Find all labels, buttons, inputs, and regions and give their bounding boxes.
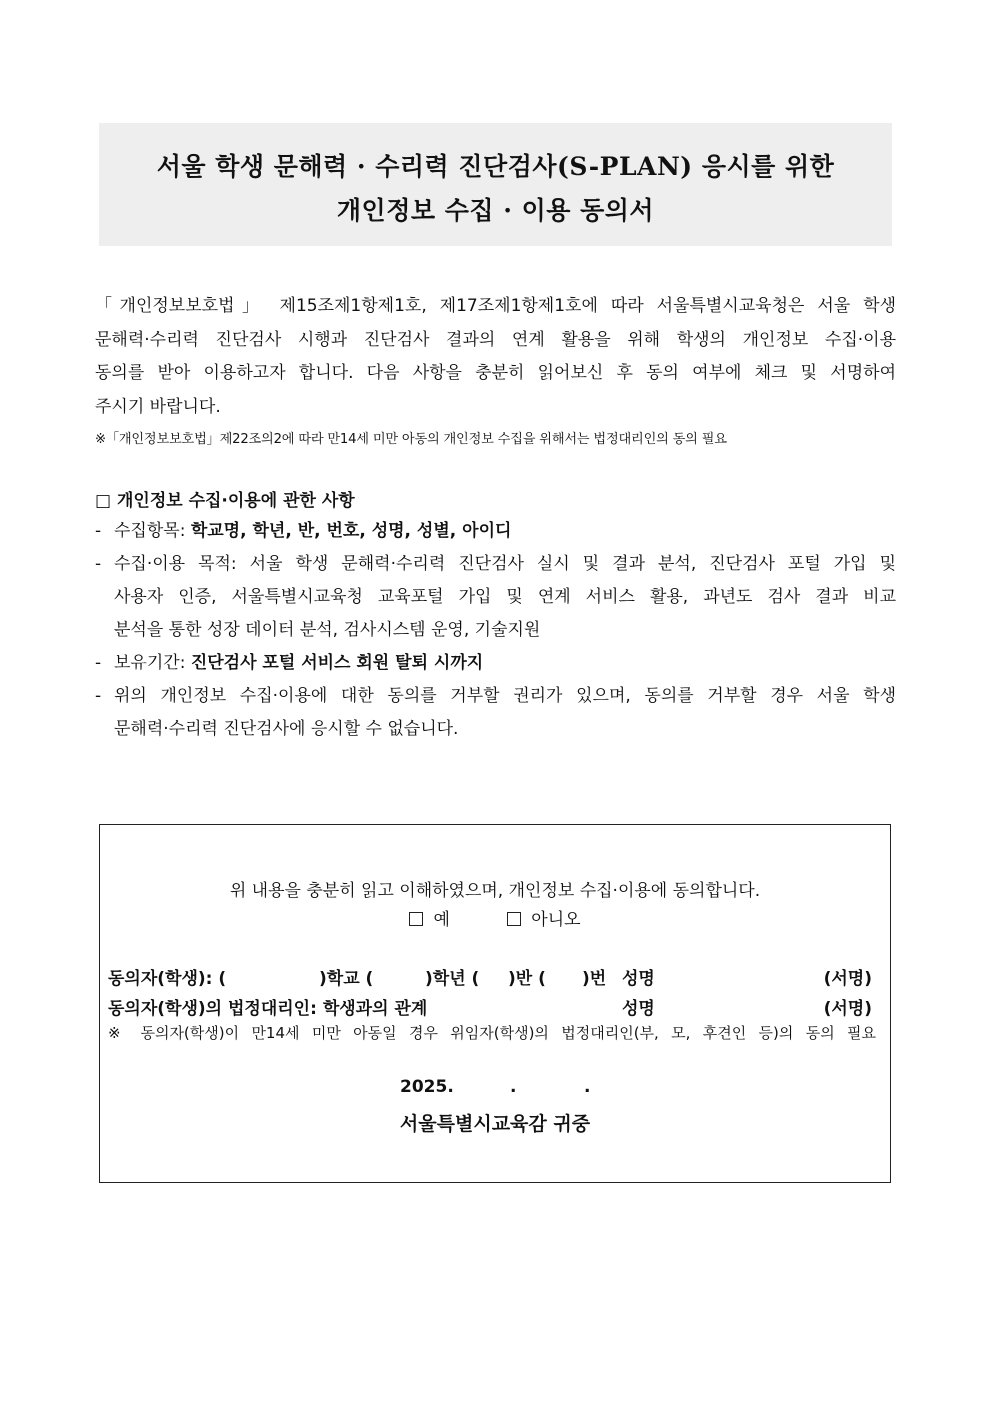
section-heading: □ 개인정보 수집·이용에 관한 사항: [95, 491, 355, 511]
student-label: 동의자(학생): (: [108, 969, 227, 989]
yes-label: 예: [433, 910, 450, 930]
consent-options: [100, 905, 890, 930]
dash: -: [95, 653, 102, 673]
intro-line: 주시기 바랍니다.: [95, 396, 221, 417]
section-items: [95, 515, 896, 746]
intro-line: 문해력·수리력 진단검사 시행과 진단검사 결과의 연계 활용을 위해 학생의 개인정보 수집·이용: [95, 329, 896, 350]
item-purpose: [95, 548, 896, 647]
student-sign-label[interactable]: (서명): [823, 969, 872, 989]
date-year[interactable]: 2025.: [400, 1077, 454, 1097]
student-name-label: 성명: [622, 969, 655, 989]
student-signature-row: [108, 964, 872, 988]
dash: -: [95, 554, 102, 574]
school-field[interactable]: )학교 (: [319, 969, 374, 989]
retention-value: 진단검사 포털 서비스 회원 탈퇴 시까지: [190, 653, 484, 673]
dash: -: [95, 521, 102, 541]
document-title-line-2: 개인정보 수집 · 이용 동의서: [336, 196, 655, 225]
guardian-name-label: 성명: [622, 999, 655, 1019]
yes-checkbox[interactable]: [409, 912, 423, 926]
purpose-line: 분석을 통한 성장 데이터 분석, 검사시스템 운영, 기술지원: [114, 620, 541, 640]
item-refusal: [95, 680, 896, 746]
intro-paragraph: [95, 290, 896, 424]
consent-box: [99, 824, 891, 1183]
title-banner: [99, 123, 892, 246]
no-label: 아니오: [531, 910, 581, 930]
guardian-label: 동의자(학생)의 법정대리인: 학생과의 관계: [108, 999, 428, 1019]
document-title-line-1: 서울 학생 문해력 · 수리력 진단검사(S-PLAN) 응시를 위한: [156, 152, 835, 181]
purpose-line: 사용자 인증, 서울특별시교육청 교육포털 가입 및 연계 서비스 활용, 과년도 검사 결과 비교: [114, 587, 896, 607]
yes-option[interactable]: [409, 905, 449, 930]
legal-note: ※「개인정보보호법」제22조의2에 따라 만14세 미만 아동의 개인정보 수집을 위해서는 법정대리인의 동의 필요: [95, 432, 727, 447]
intro-line: 동의를 받아 이용하고자 합니다. 다음 사항을 충분히 읽어보신 후 동의 여부에 체크 및 서명하여: [95, 363, 896, 383]
grade-field[interactable]: )학년 (: [425, 969, 480, 989]
no-option[interactable]: [507, 905, 580, 930]
guardian-sign-label[interactable]: (서명): [823, 999, 872, 1019]
intro-line: 「개인정보보호법」 제15조제1항제1호, 제17조제1항제1호에 따라 서울특별시교육청은 서울 학생: [95, 296, 896, 316]
dash: -: [95, 686, 102, 706]
no-checkbox[interactable]: [507, 912, 521, 926]
date-day-dot[interactable]: .: [584, 1077, 591, 1097]
recipient: 서울특별시교육감 귀중: [399, 1113, 591, 1135]
collected-fields-label: 수집항목:: [114, 521, 191, 541]
item-retention: [95, 647, 896, 680]
refusal-line: 문해력·수리력 진단검사에 응시할 수 없습니다.: [114, 719, 459, 739]
item-collected-fields: [95, 515, 896, 548]
purpose-line: 수집·이용 목적: 서울 학생 문해력·수리력 진단검사 실시 및 결과 분석, 진단검사 포털 가입 및: [114, 554, 896, 574]
guardian-note: ※ 동의자(학생)이 만14세 미만 아동일 경우 위임자(학생)의 법정대리인(부, 모, 후견인 등)의 동의 필요: [108, 1024, 876, 1042]
date-month-dot[interactable]: .: [510, 1077, 517, 1097]
retention-label: 보유기간:: [114, 653, 191, 673]
guardian-signature-row: [108, 994, 872, 1018]
refusal-line: 위의 개인정보 수집·이용에 대한 동의를 거부할 권리가 있으며, 동의를 거부할 경우 서울 학생: [114, 686, 896, 706]
collected-fields-value: 학교명, 학년, 반, 번호, 성명, 성별, 아이디: [190, 521, 512, 541]
number-field[interactable]: )번: [582, 969, 607, 989]
consent-statement: 위 내용을 충분히 읽고 이해하였으며, 개인정보 수집·이용에 동의합니다.: [229, 881, 761, 901]
class-field[interactable]: )반 (: [508, 969, 546, 989]
